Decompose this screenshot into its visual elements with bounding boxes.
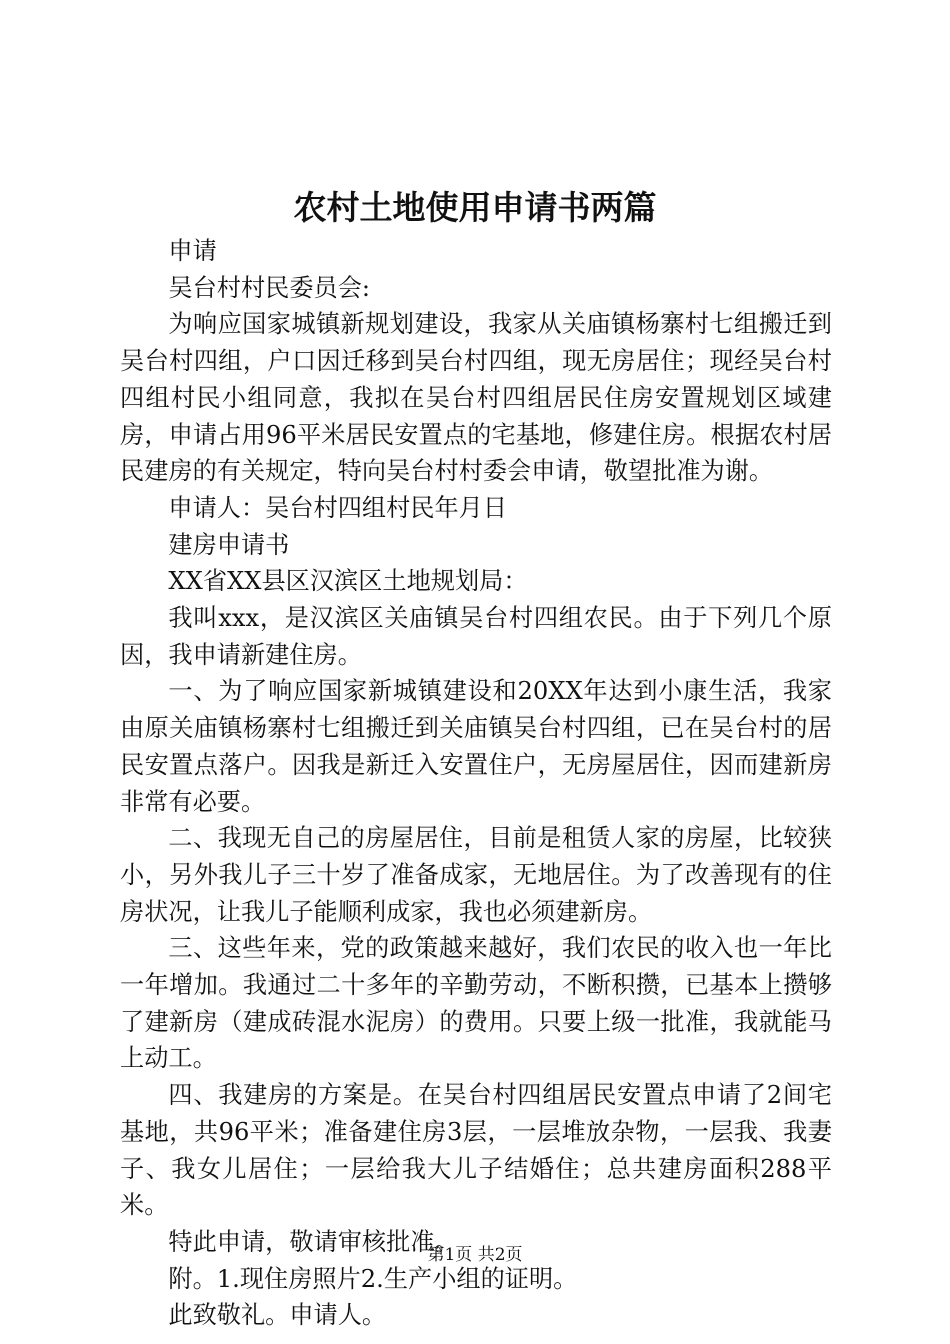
paragraph-closing-request: 特此申请，敬请审核批准。 bbox=[168, 1227, 459, 1256]
paragraph-heading-application: 申请 bbox=[168, 237, 217, 265]
paragraph-reason-four: 四、我建房的方案是。在吴台村四组居民安置点申请了2间宅基地，共96平米；准备建住房3层，一层堆放杂物，一层我、我妻子、我女儿居住；一层给我大儿子结婚住；总共建房面积288平米。 bbox=[120, 1081, 832, 1220]
paragraph-reason-two: 二、我现无自己的房屋居住，目前是租赁人家的房屋，比较狭小，另外我儿子三十岁了准备成家，无地居住。为了改善现有的住房状况，让我儿子能顺利成家，我也必须建新房。 bbox=[120, 824, 832, 926]
paragraph-application-body: 为响应国家城镇新规划建设，我家从关庙镇杨寨村七组搬迁到吴台村四组，户口因迁移到吴台村四组，现无房居住；现经吴台村四组村民小组同意，我拟在吴台村四组居民住房安置规划区域建房，申请占用96平米居民安置点的宅基地，修建住房。根据农村居民建房的有关规定，特向吴台村村委会申请，敬望批准为谢。 bbox=[120, 310, 832, 486]
paragraph-heading-building-application: 建房申请书 bbox=[168, 530, 290, 559]
paragraph-salutation: 此致敬礼。申请人。 bbox=[168, 1301, 387, 1330]
paragraph-applicant-signature: 申请人：吴台村四组村民年月日 bbox=[168, 493, 508, 522]
paragraph-reason-one: 一、为了响应国家新城镇建设和20XX年达到小康生活，我家由原关庙镇杨寨村七组搬迁到关庙镇吴台村四组，已在吴台村的居民安置点落户。因我是新迁入安置住户，无房屋居住，因而建新房非常有必要。 bbox=[120, 677, 832, 816]
page-number-footer: 第1页 共2页 bbox=[427, 1245, 523, 1265]
paragraph-introduction: 我叫xxx，是汉滨区关庙镇吴台村四组农民。由于下列几个原因，我申请新建住房。 bbox=[120, 604, 832, 669]
paragraph-addressee-village-committee: 吴台村村民委员会: bbox=[168, 273, 371, 302]
document-body bbox=[120, 233, 832, 1334]
paragraph-reason-three: 三、这些年来，党的政策越来越好，我们农民的收入也一年比一年增加。我通过二十多年的辛勤劳动，不断积攒，已基本上攒够了建新房（建成砖混水泥房）的费用。只要上级一批准，我就能马上动工。 bbox=[120, 934, 832, 1073]
paragraph-addressee-land-bureau: XX省XX县区汉滨区土地规划局： bbox=[168, 567, 528, 596]
paragraph-attachments: 附。1.现住房照片2.生产小组的证明。 bbox=[168, 1264, 578, 1293]
document-title: 农村土地使用申请书两篇 bbox=[293, 188, 657, 227]
